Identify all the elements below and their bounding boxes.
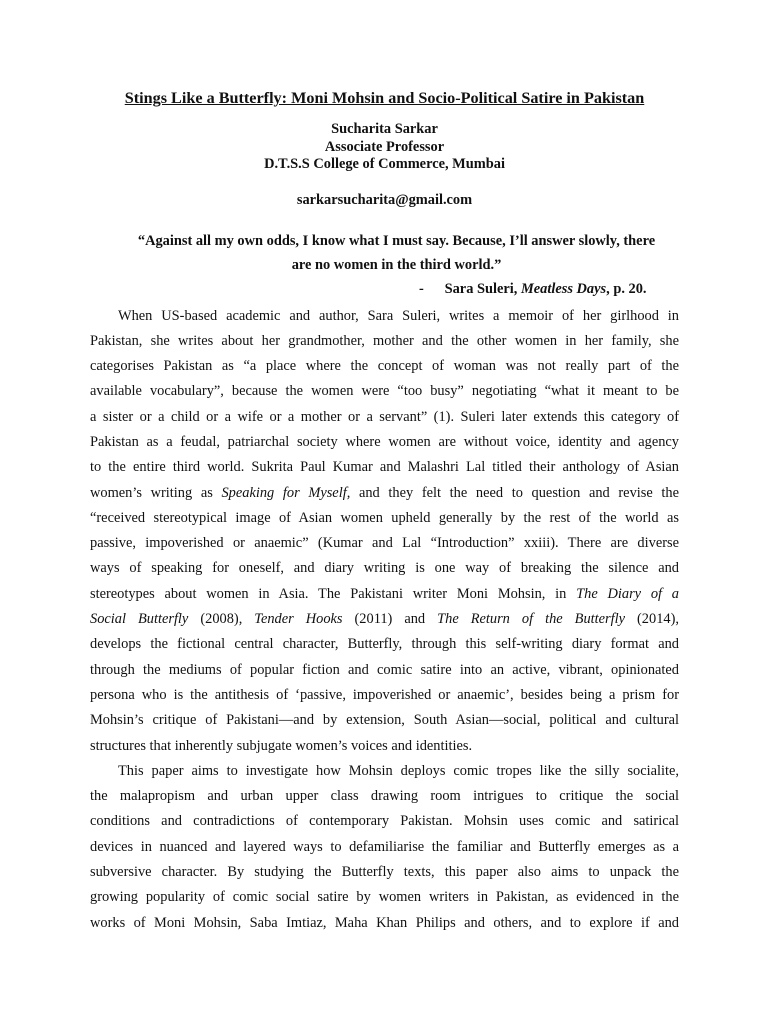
author-email[interactable]: sarkarsucharita@gmail.com — [296, 191, 473, 208]
paragraph-line: through the mediums of popular fiction and comic satire into an active, vibrant, opinionated — [90, 661, 679, 678]
paragraph-line: ways of speaking for oneself, and diary writing is one way of breaking the silence and — [90, 560, 679, 577]
attribution-author: Sara Suleri, — [444, 280, 518, 297]
author-affiliation: D.T.S.S College of Commerce, Mumbai — [264, 156, 505, 172]
epigraph-quote — [114, 229, 679, 277]
paragraph-line: Mohsin’s critique of Pakistani—and by extension, South Asian—social, political and cultural — [90, 712, 679, 729]
attribution-page: , p. 20. — [606, 280, 647, 297]
paragraph-line: passive, impoverished or anaemic” (Kumar and Lal “Introduction” xxiii). There are diverse — [90, 535, 679, 552]
book-title-diary-cont: Social Butterfly — [90, 611, 189, 628]
paragraph-line: persona who is the antithesis of ‘passive, impoverished or anaemic’, besides being a prism for — [90, 686, 679, 703]
book-title-return: The Return of the Butterfly — [437, 611, 626, 628]
paragraph-line: the malapropism and urban upper class drawing room intrigues to critique the social — [90, 788, 679, 805]
paragraph-line — [90, 607, 679, 632]
paragraph-line: works of Moni Mohsin, Saba Imtiaz, Maha Khan Philips and others, and to explore if and — [90, 914, 679, 931]
paragraph-line — [90, 481, 679, 506]
paper-title: Stings Like a Butterfly: Moni Mohsin and Socio-Political Satire in Pakistan — [124, 89, 645, 107]
epigraph-line-1: “Against all my own odds, I know what I must say. Because, I’ll answer slowly, there — [137, 232, 656, 249]
author-name: Sucharita Sarkar — [331, 121, 438, 137]
paragraph-line: available vocabulary”, because the women were “too busy” negotiating “what it meant to be — [90, 383, 679, 400]
paragraph-line: structures that inherently subjugate women’s voices and identities. — [90, 737, 473, 754]
text-run: and they felt the need to question and revise the — [350, 484, 679, 501]
paragraph-line: When US-based academic and author, Sara Suleri, writes a memoir of her girlhood in — [118, 307, 679, 324]
paragraph-line: growing popularity of comic social satire by women writers in Pakistan, as evidenced in the — [90, 889, 679, 906]
paragraph-line — [90, 582, 679, 607]
paragraph-line: devices in nuanced and layered ways to defamiliarise the familiar and Butterfly emerges as a — [90, 838, 679, 855]
paragraph-line: categorises Pakistan as “a place where the concept of woman was not really part of the — [90, 358, 679, 375]
author-block — [90, 121, 679, 174]
paragraph-line: to the entire third world. Sukrita Paul Kumar and Malashri Lal titled their anthology of Asian — [90, 459, 679, 476]
attribution-work: Meatless Days — [520, 280, 607, 297]
paragraph-line: conditions and contradictions of contemporary Pakistan. Mohsin uses comic and satirical — [90, 813, 679, 830]
paragraph-line: “received stereotypical image of Asian women upheld generally by the rest of the world as — [90, 509, 679, 526]
paragraph-line: subversive character. By studying the Butterfly texts, this paper also aims to unpack the — [90, 864, 679, 881]
attribution-dash: - — [419, 280, 424, 297]
author-position: Associate Professor — [324, 138, 445, 155]
book-title-speaking-for-myself: Speaking for Myself, — [221, 484, 351, 501]
epigraph-attribution — [90, 277, 679, 301]
book-title-diary: The Diary of a — [576, 585, 680, 602]
paragraph-line: This paper aims to investigate how Mohsin deploys comic tropes like the silly socialite, — [118, 762, 679, 779]
body-paragraph-1 — [90, 304, 679, 759]
paragraph-line: a sister or a child or a wife or a mother or a servant” (1). Suleri later extends this category of — [90, 408, 679, 425]
epigraph-line-2: are no women in the third world.” — [291, 256, 502, 273]
text-run: stereotypes about women in Asia. The Pakistani writer Moni Mohsin, in — [90, 585, 577, 602]
body-paragraph-2 — [90, 759, 679, 936]
text-run: women’s writing as — [90, 484, 222, 501]
text-run: (2011) and — [342, 611, 438, 628]
text-run: (2014), — [625, 611, 679, 628]
book-title-tender-hooks: Tender Hooks — [254, 611, 343, 628]
paragraph-line: develops the fictional central character, Butterfly, through this self-writing diary format and — [90, 636, 679, 653]
paragraph-line: Pakistan as a feudal, patriarchal society where women are without voice, identity and agency — [90, 433, 679, 450]
text-run: (2008), — [188, 611, 255, 628]
paragraph-line: Pakistan, she writes about her grandmother, mother and the other women in her family, she — [90, 332, 679, 349]
